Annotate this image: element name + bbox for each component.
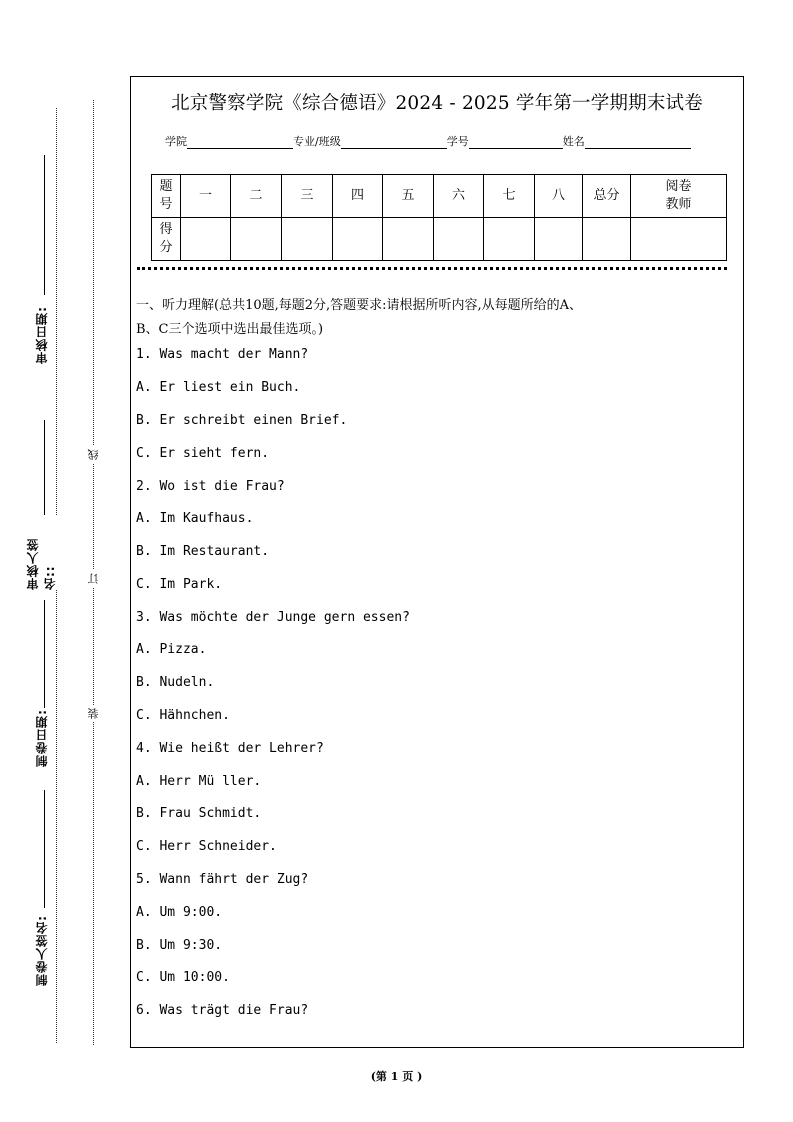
score-cell[interactable] xyxy=(181,218,231,261)
score-cell[interactable] xyxy=(484,218,535,261)
option-text: A. Pizza. xyxy=(136,642,207,657)
binding-mark-line: 线 xyxy=(86,446,100,463)
option-text: C. Hähnchen. xyxy=(136,708,230,723)
field-label-major-class: 专业/班级 xyxy=(293,135,341,148)
maker-sign-blank[interactable] xyxy=(44,790,45,908)
field-label-student-id: 学号 xyxy=(446,135,469,148)
page-number: (第 1 页 ) xyxy=(370,1070,423,1083)
score-cell[interactable] xyxy=(231,218,282,261)
option-text: A. Er liest ein Buch. xyxy=(136,380,301,395)
col-header: 四 xyxy=(333,175,383,218)
field-label-name: 姓名 xyxy=(562,135,585,148)
maker-date-label: 制卷日期: xyxy=(34,708,49,767)
score-table xyxy=(151,174,727,261)
section-instruction: 一、听力理解(总共10题,每题2分,答题要求:请根据所听内容,从每题所给的A、 B、C三个选项中选出最佳选项。) xyxy=(136,298,583,337)
col-header: 三 xyxy=(282,175,333,218)
binding-mark-bind: 装 xyxy=(86,705,100,722)
reviewer-sign-label: 审核人签名:: xyxy=(26,515,56,590)
score-cell[interactable] xyxy=(535,218,583,261)
col-header-total: 总分 xyxy=(583,175,631,218)
option-text: B. Frau Schmidt. xyxy=(136,806,262,821)
question-text: 5. Wann fährt der Zug? xyxy=(136,872,309,887)
option-text: C. Im Park. xyxy=(136,577,223,592)
reviewer-sign-blank[interactable] xyxy=(44,420,45,518)
question-text: 3. Was möchte der Junge gern essen? xyxy=(136,610,410,625)
score-cell[interactable] xyxy=(282,218,333,261)
col-header-grader: 阅卷 教师 xyxy=(631,175,727,218)
col-header: 五 xyxy=(383,175,434,218)
option-text: A. Im Kaufhaus. xyxy=(136,511,254,526)
question-text: 1. Was macht der Mann? xyxy=(136,347,309,362)
exam-frame xyxy=(130,76,744,1048)
col-header: 六 xyxy=(434,175,484,218)
option-text: B. Um 9:30. xyxy=(136,938,223,953)
question-text: 4. Wie heißt der Lehrer? xyxy=(136,741,324,756)
col-header: 七 xyxy=(484,175,535,218)
score-cell[interactable] xyxy=(434,218,484,261)
option-text: B. Im Restaurant. xyxy=(136,544,270,559)
col-header: 二 xyxy=(231,175,282,218)
option-text: A. Herr Mü ller. xyxy=(136,774,262,789)
score-cell[interactable] xyxy=(333,218,383,261)
name-blank[interactable] xyxy=(585,136,691,149)
exam-title: 北京警察学院《综合德语》2024 - 2025 学年第一学期期末试卷 xyxy=(171,93,703,114)
dotted-separator xyxy=(137,267,727,270)
option-text: C. Um 10:00. xyxy=(136,970,230,985)
col-header: 一 xyxy=(181,175,231,218)
grader-cell[interactable] xyxy=(631,218,727,261)
maker-date-blank[interactable] xyxy=(44,600,45,708)
score-cell[interactable] xyxy=(383,218,434,261)
binding-mark-staple: 订 xyxy=(86,570,100,587)
question-text: 6. Was trägt die Frau? xyxy=(136,1003,309,1018)
option-text: B. Nudeln. xyxy=(136,675,215,690)
field-label-college: 学院 xyxy=(165,135,187,148)
option-text: C. Er sieht fern. xyxy=(136,446,270,461)
score-cell-total[interactable] xyxy=(583,218,631,261)
student-id-blank[interactable] xyxy=(469,136,563,149)
option-text: B. Er schreibt einen Brief. xyxy=(136,413,348,428)
college-blank[interactable] xyxy=(187,136,293,149)
row-header-question-no: 题 号 xyxy=(152,175,181,218)
reviewer-date-label: 审核日期: xyxy=(34,306,49,364)
option-text: C. Herr Schneider. xyxy=(136,839,277,854)
major-class-blank[interactable] xyxy=(341,136,447,149)
reviewer-date-blank[interactable] xyxy=(44,155,45,295)
maker-sign-label: 制卷人签名: xyxy=(34,914,49,986)
row-header-score: 得 分 xyxy=(152,218,181,261)
option-text: A. Um 9:00. xyxy=(136,905,223,920)
col-header: 八 xyxy=(535,175,583,218)
question-text: 2. Wo ist die Frau? xyxy=(136,479,285,494)
student-info-row xyxy=(165,133,691,149)
